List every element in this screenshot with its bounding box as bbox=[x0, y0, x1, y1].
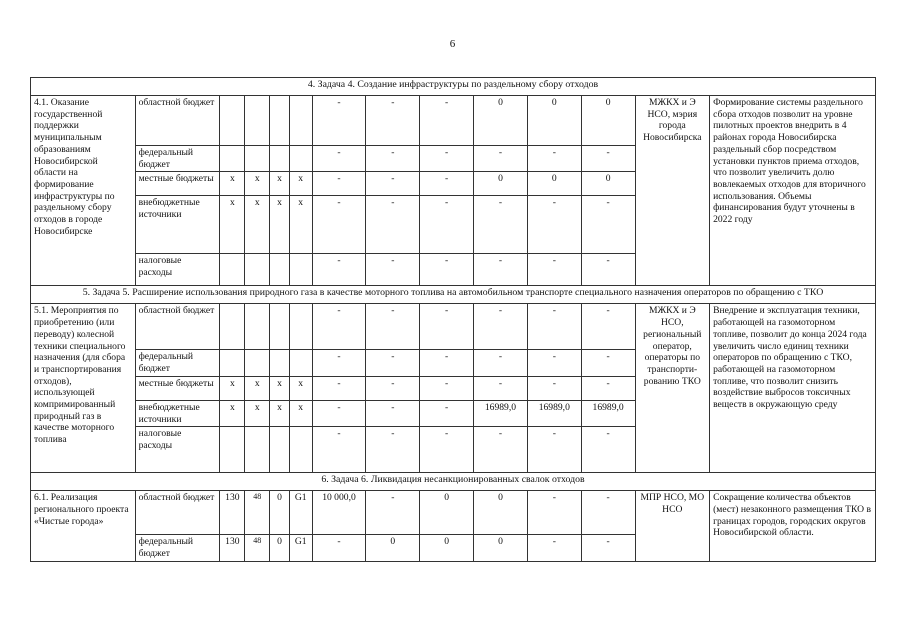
budget-code-cell bbox=[289, 254, 312, 286]
budget-code-cell bbox=[270, 427, 290, 473]
amount-cell: 0 bbox=[420, 535, 474, 561]
funding-source: федеральный бюджет bbox=[135, 350, 220, 376]
amount-cell: - bbox=[581, 491, 635, 535]
program-table bbox=[30, 77, 876, 562]
budget-code-cell: x bbox=[220, 172, 245, 196]
budget-code-cell: x bbox=[270, 172, 290, 196]
amount-cell: 0 bbox=[527, 172, 581, 196]
funding-row bbox=[31, 96, 876, 146]
funding-source: местные бюджеты bbox=[135, 376, 220, 400]
funding-source: внебюджетные источники bbox=[135, 400, 220, 426]
amount-cell: 0 bbox=[474, 96, 528, 146]
budget-code-cell: x bbox=[220, 400, 245, 426]
budget-code-cell bbox=[245, 427, 270, 473]
amount-cell: - bbox=[366, 304, 420, 350]
amount-cell: - bbox=[366, 254, 420, 286]
budget-code-cell bbox=[245, 304, 270, 350]
budget-code-cell bbox=[289, 146, 312, 172]
budget-code-cell: 130 bbox=[220, 535, 245, 561]
measure-title: 4.1. Оказание государственной поддержки муниципальным образованиям Новосибирской области на формирование инфраструктуры по раздельному сбору отходов в городе Новосибирске bbox=[31, 96, 136, 286]
budget-code-cell bbox=[289, 304, 312, 350]
amount-cell: - bbox=[581, 535, 635, 561]
page-number: 6 bbox=[449, 38, 456, 50]
amount-cell: - bbox=[366, 491, 420, 535]
budget-code-cell bbox=[220, 350, 245, 376]
budget-code-cell bbox=[220, 304, 245, 350]
amount-cell: - bbox=[527, 427, 581, 473]
budget-code-cell bbox=[270, 96, 290, 146]
amount-cell: - bbox=[420, 400, 474, 426]
amount-cell: 0 bbox=[366, 535, 420, 561]
budget-code-cell: G1 bbox=[289, 491, 312, 535]
amount-cell: - bbox=[527, 491, 581, 535]
amount-cell: - bbox=[420, 96, 474, 146]
budget-code-cell bbox=[245, 350, 270, 376]
budget-code-cell bbox=[289, 427, 312, 473]
funding-source: областной бюджет bbox=[135, 491, 220, 535]
amount-cell: - bbox=[527, 350, 581, 376]
budget-code-cell bbox=[220, 96, 245, 146]
amount-cell: - bbox=[366, 196, 420, 254]
task-header-row bbox=[31, 286, 876, 304]
measure-title: 6.1. Реализация регионального проекта «Чистые города» bbox=[31, 491, 136, 561]
amount-cell: - bbox=[527, 304, 581, 350]
amount-cell: 16989,0 bbox=[581, 400, 635, 426]
amount-cell: 0 bbox=[581, 96, 635, 146]
amount-cell: - bbox=[581, 254, 635, 286]
budget-code-cell: x bbox=[289, 172, 312, 196]
budget-code-cell: 0 bbox=[270, 535, 290, 561]
funding-source: местные бюджеты bbox=[135, 172, 220, 196]
amount-cell: - bbox=[420, 304, 474, 350]
task-header: 6. Задача 6. Ликвидация несанкционированных свалок отходов bbox=[31, 473, 876, 491]
task-header-row bbox=[31, 473, 876, 491]
amount-cell: - bbox=[312, 304, 366, 350]
expected-result: Сокращение количества объектов (мест) незаконного размещения ТКО в границах городов, городских округов Новосибирской области. bbox=[710, 491, 876, 561]
amount-cell: - bbox=[474, 427, 528, 473]
budget-code-cell: 130 bbox=[220, 491, 245, 535]
budget-code-cell bbox=[289, 96, 312, 146]
amount-cell: - bbox=[527, 254, 581, 286]
amount-cell: - bbox=[312, 146, 366, 172]
amount-cell: 16989,0 bbox=[527, 400, 581, 426]
amount-cell: - bbox=[420, 350, 474, 376]
amount-cell: 16989,0 bbox=[474, 400, 528, 426]
amount-cell: - bbox=[420, 376, 474, 400]
task-header: 5. Задача 5. Расширение использования природного газа в качестве моторного топлива на автомобильном транспорте специального назначения операторов по обращению с ТКО bbox=[31, 286, 876, 304]
budget-code-cell bbox=[245, 146, 270, 172]
amount-cell: - bbox=[366, 427, 420, 473]
amount-cell: 0 bbox=[420, 491, 474, 535]
amount-cell: - bbox=[581, 304, 635, 350]
amount-cell: - bbox=[312, 350, 366, 376]
amount-cell: - bbox=[581, 146, 635, 172]
budget-code-cell: 0 bbox=[270, 491, 290, 535]
amount-cell: 0 bbox=[474, 172, 528, 196]
budget-code-cell: x bbox=[270, 376, 290, 400]
executor: МПР НСО, МО НСО bbox=[635, 491, 710, 561]
budget-code-cell bbox=[220, 146, 245, 172]
amount-cell: - bbox=[527, 196, 581, 254]
budget-code-cell: 48 bbox=[245, 491, 270, 535]
funding-source: областной бюджет bbox=[135, 96, 220, 146]
budget-code-cell bbox=[270, 304, 290, 350]
amount-cell: - bbox=[474, 146, 528, 172]
budget-code-cell bbox=[220, 254, 245, 286]
amount-cell: - bbox=[366, 350, 420, 376]
amount-cell: 0 bbox=[474, 491, 528, 535]
budget-code-cell bbox=[270, 254, 290, 286]
measure-title: 5.1. Мероприятия по приобретению (или переводу) колесной техники специального назначения (для сбора и транспортирования отходов), использующей компримированный природный газ в качестве моторного топлива bbox=[31, 304, 136, 473]
budget-code-cell: x bbox=[220, 376, 245, 400]
amount-cell: - bbox=[366, 146, 420, 172]
amount-cell: - bbox=[366, 400, 420, 426]
amount-cell: - bbox=[474, 254, 528, 286]
amount-cell: - bbox=[312, 254, 366, 286]
amount-cell: - bbox=[420, 196, 474, 254]
amount-cell: - bbox=[420, 427, 474, 473]
amount-cell: - bbox=[312, 427, 366, 473]
budget-code-cell bbox=[220, 427, 245, 473]
funding-row bbox=[31, 304, 876, 350]
amount-cell: - bbox=[527, 535, 581, 561]
budget-code-cell: 48 bbox=[245, 535, 270, 561]
expected-result: Формирование системы раздельного сбора отходов позволит на уровне пилотных проектов внедрить в 4 районах города Новосибирска раздельный сбор посредством установки пунктов приема отходов, что позволит увеличить долю вовлекаемых отходов для вторичного использования. Объемы финансирования будут уточнены в 2022 году bbox=[710, 96, 876, 286]
amount-cell: - bbox=[474, 376, 528, 400]
amount-cell: - bbox=[474, 196, 528, 254]
amount-cell: - bbox=[312, 172, 366, 196]
budget-code-cell bbox=[245, 96, 270, 146]
executor: МЖКХ и Э НСО, региональный оператор, операторы по транспорти-рованию ТКО bbox=[635, 304, 710, 473]
funding-source: налоговые расходы bbox=[135, 254, 220, 286]
funding-source: внебюджетные источники bbox=[135, 196, 220, 254]
budget-code-cell: x bbox=[220, 196, 245, 254]
budget-code-cell: x bbox=[289, 196, 312, 254]
funding-row bbox=[31, 491, 876, 535]
budget-code-cell: G1 bbox=[289, 535, 312, 561]
budget-code-cell bbox=[289, 350, 312, 376]
amount-cell: - bbox=[312, 400, 366, 426]
task-header-row bbox=[31, 78, 876, 96]
funding-source: федеральный бюджет bbox=[135, 146, 220, 172]
funding-source: областной бюджет bbox=[135, 304, 220, 350]
amount-cell: - bbox=[420, 254, 474, 286]
budget-code-cell: x bbox=[270, 400, 290, 426]
amount-cell: - bbox=[312, 535, 366, 561]
amount-cell: - bbox=[527, 376, 581, 400]
amount-cell: - bbox=[366, 376, 420, 400]
budget-code-cell: x bbox=[245, 172, 270, 196]
budget-code-cell bbox=[245, 254, 270, 286]
amount-cell: 0 bbox=[527, 96, 581, 146]
budget-code-cell: x bbox=[245, 376, 270, 400]
budget-code-cell: x bbox=[289, 400, 312, 426]
amount-cell: - bbox=[420, 172, 474, 196]
amount-cell: - bbox=[312, 196, 366, 254]
amount-cell: - bbox=[581, 350, 635, 376]
amount-cell: - bbox=[474, 304, 528, 350]
funding-source: федеральный бюджет bbox=[135, 535, 220, 561]
amount-cell: - bbox=[366, 172, 420, 196]
amount-cell: 0 bbox=[474, 535, 528, 561]
task-header: 4. Задача 4. Создание инфраструктуры по раздельному сбору отходов bbox=[31, 78, 876, 96]
amount-cell: - bbox=[420, 146, 474, 172]
budget-code-cell: x bbox=[270, 196, 290, 254]
amount-cell: - bbox=[581, 427, 635, 473]
budget-code-cell: x bbox=[245, 196, 270, 254]
amount-cell: - bbox=[581, 376, 635, 400]
amount-cell: - bbox=[312, 96, 366, 146]
budget-code-cell: x bbox=[245, 400, 270, 426]
amount-cell: 10 000,0 bbox=[312, 491, 366, 535]
amount-cell: - bbox=[312, 376, 366, 400]
amount-cell: - bbox=[366, 96, 420, 146]
budget-code-cell bbox=[270, 350, 290, 376]
amount-cell: - bbox=[474, 350, 528, 376]
amount-cell: 0 bbox=[581, 172, 635, 196]
amount-cell: - bbox=[527, 146, 581, 172]
executor: МЖКХ и Э НСО, мэрия города Новосибирска bbox=[635, 96, 710, 286]
expected-result: Внедрение и эксплуатация техники, работающей на газомоторном топливе, позволит до конца 2024 года увеличить число единиц техники операторов по обращению с ТКО, работающей на газомоторном топливе, что позволит снизить воздействие выбросов токсичных веществ в окружающую среду bbox=[710, 304, 876, 473]
funding-source: налоговые расходы bbox=[135, 427, 220, 473]
budget-code-cell bbox=[270, 146, 290, 172]
budget-code-cell: x bbox=[289, 376, 312, 400]
amount-cell: - bbox=[581, 196, 635, 254]
